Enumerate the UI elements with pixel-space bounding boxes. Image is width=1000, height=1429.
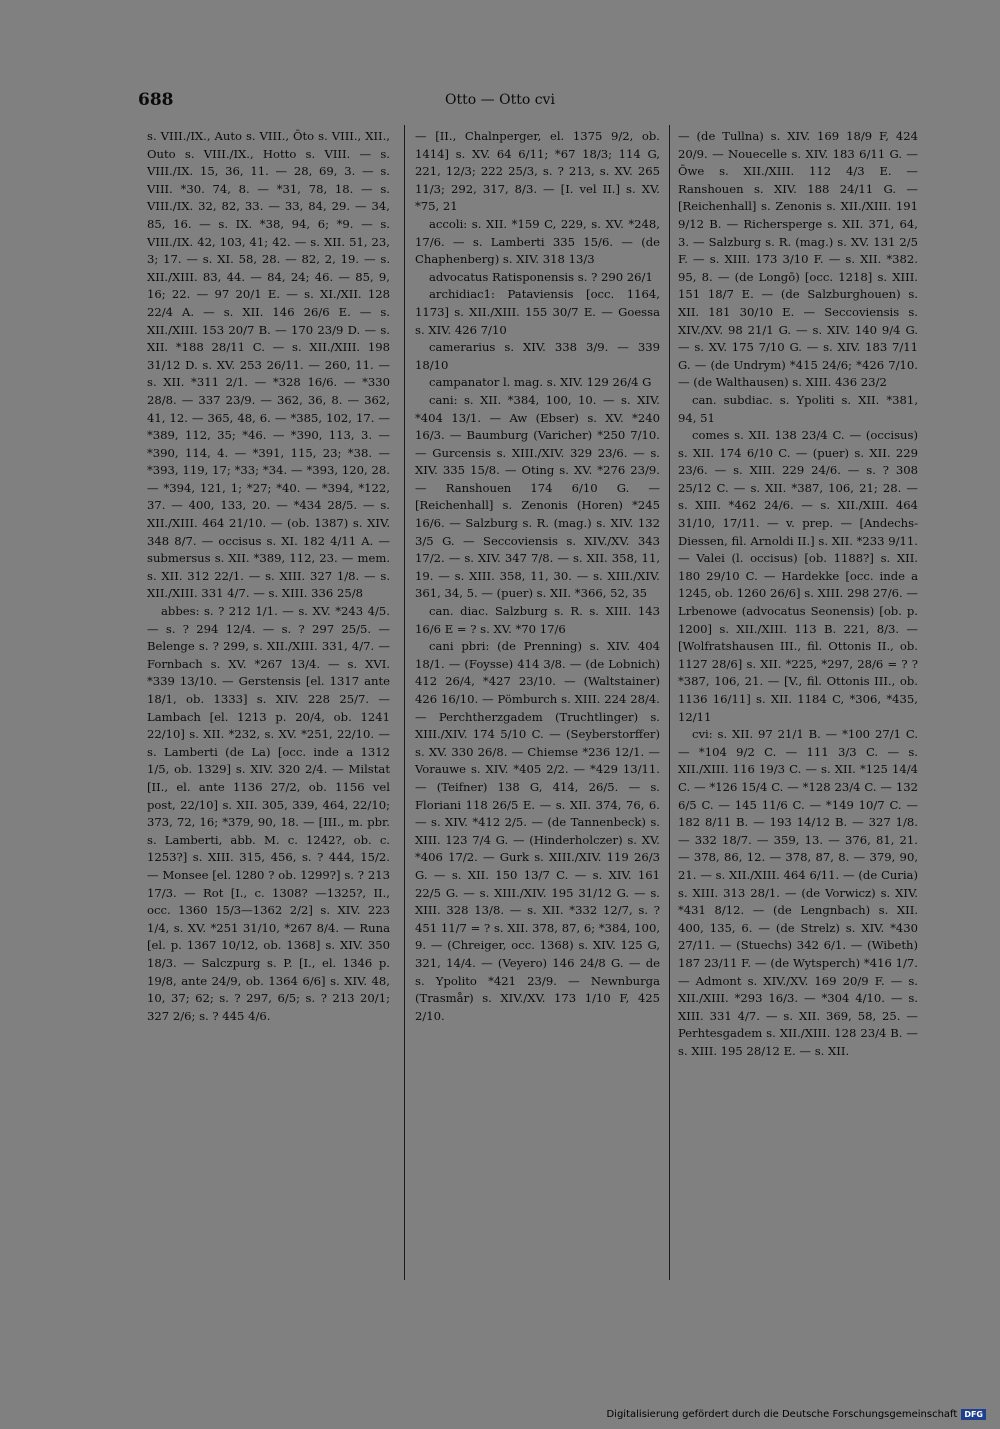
column-paragraph: can. diac. Salzburg s. R. s. XIII. 143 16/6 E = ? s. XV. *70 17/6 [415,604,660,636]
column-paragraph: cani: s. XII. *384, 100, 10. — s. XIV. *404 13/1. — Aw (Ebser) s. XV. *240 16/3. — Baumburg (Varicher) *250 7/10. — Gurcensis s. XIII./XIV. 329 23/6. — s. XIV. 335 15/8. — Oting s. XV. *276 23/9. — Ranshouen 174 6/10 G. — [Reichenhall] s. Zenonis (Horen) *245 16/6. — Salzburg s. R. (mag.) s. XIV. 132 3/5 G. — Seccoviensis s. XIV./XV. 343 17/2. — s. XIV. 347 7/8. — s. XII. 358, 11, 19. — s. XIII. 358, 11, 30. — s. XIII./XIV. 361, 34, 5. — (puer) s. XII. *366, 52, 35 [415,392,660,601]
column-paragraph: camerarius s. XIV. 338 3/9. — 339 18/10 [415,340,660,372]
column-paragraph: cvi: s. XII. 97 21/1 B. — *100 27/1 C. — *104 9/2 C. — 111 3/3 C. — s. XII./XIII. 116 19/3 C. — s. XII. *125 14/4 C. — *126 15/4 C. — *128 23/4 C. — 132 6/5 C. — 145 11/6 C. — *149 10/7 C. — 182 8/11 B. — 193 14/12 B. — 327 1/8. — 332 18/7. — 359, 13. — 376, 81, 21. — 378, 86, 12. — 378, 87, 8. — 379, 90, 21. — s. XII./XIII. 464 6/11. — (de Curia) s. XIII. 313 28/1. — (de Vorwicz) s. XIV. *431 8/12. — (de Lengnbach) s. XII. 400, 135, 6. — (de Strelz) s. XIV. *430 27/11. — (Stuechs) 342 6/1. — (Wibeth) 187 23/11 F. — (de Wytsperch) *416 1/7. — Admont s. XIV./XV. 169 20/9 F. — s. XII./XIII. *293 16/3. — *304 4/10. — s. XIII. 331 4/7. — s. XII. 369, 58, 25. — Perhtesgadem s. XII./XIII. 128 23/4 B. — s. XIII. 195 28/12 E. — s. XII. [678,727,918,1058]
column-paragraph: can. subdiac. s. Ypoliti s. XII. *381, 94, 51 [678,392,918,425]
column-paragraph: campanator l. mag. s. XIV. 129 26/4 G [429,375,652,390]
column-paragraph: comes s. XII. 138 23/4 C. — (occisus) s. XII. 174 6/10 C. — (puer) s. XII. 229 23/6. — s. XIII. 229 24/6. — s. ? 308 25/12 C. — s. XII. *387, 106, 21; 28. — s. XIII. *462 24/6. — s. XII./XIII. 464 31/10, 17/11. — v. prep. — [Andechs-Diessen, fil. Arnoldi II.] s. XII. *233 9/11. — Valei (l. occisus) [ob. 1188?] s. XII. 180 29/10 C. — Hardekke [occ. inde a 1245, ob. 1260 26/6] s. XIII. 298 27/6. — Lrbenowe (advocatus Seonensis) [ob. p. 1200] s. XII./XIII. 113 B. 221, 8/3. — [Wolfratshausen III., fil. Ottonis II., ob. 1127 28/6] s. XII. *225, *297, 28/6 = ? ? *387, 106, 21. — [V., fil. Ottonis III., ob. 1136 16/11] s. XII. 1184 C, *306, *435, 12/11 [678,428,918,724]
column-paragraph: — (de Tullna) s. XIV. 169 18/9 F, 424 20/9. — Nouecelle s. XIV. 183 6/11 G. — Ōwe s. XII./XIII. 112 4/3 E. — Ranshouen s. XIV. 188 24/11 G. — [Reichenhall] s. Zenonis s. XII./XIII. 191 9/12 B. — Richersperge s. XII. 371, 64, 3. — Salzburg s. R. (mag.) s. XV. 131 2/5 F. — s. XIII. 173 3/10 F. — s. XII. *382. 95, 8. — (de Longō) [occ. 1218] s. XIII. 151 18/7 E. — (de Salzburghouen) s. XII. 181 30/10 E. — Seccoviensis s. XIV./XV. 98 21/1 G. — s. XIV. 140 9/4 G. — s. XV. 175 7/10 G. — s. XIV. 183 7/11 G. — (de Undrym) *415 24/6; *426 7/10. — (de Walthausen) s. XIII. 436 23/2 [678,129,918,390]
text-column-1 [147,128,390,1025]
text-column-3 [678,128,918,1060]
dfg-logo: DFG [961,1409,986,1420]
column-paragraph: s. VIII./IX., Auto s. VIII., Ōto s. VIII., XII., Outo s. VIII./IX., Hotto s. VIII. — s. VIII./IX. 15, 36, 11. — 28, 69, 3. — s. VIII. *30. 74, 8. — *31, 78, 18. — s. VIII./IX. 32, 82, 33. — 33, 84, 29. — 34, 85, 16. — s. IX. *38, 94, 6; *9. — s. VIII./IX. 42, 103, 41; 42. — s. XII. 51, 23, 3; 17. — s. XI. 58, 28. — 82, 2, 19. — s. XII./XIII. 83, 44. — 84, 24; 46. — 85, 9, 16; 22. — 97 20/1 E. — s. XI./XII. 128 22/4 A. — s. XII. 146 26/6 E. — s. XII./XIII. 153 20/7 B. — 170 23/9 D. — s. XII. *188 28/11 C. — s. XII./XIII. 198 31/12 D. s. XV. 253 26/11. — 260, 11. — s. XII. *311 2/1. — *328 16/6. — *330 28/8. — 337 23/9. — 362, 36, 8. — 362, 41, 12. — 365, 48, 6. — *385, 102, 17. — *389, 112, 35; *46. — *390, 113, 3. — *390, 114, 4. — *391, 115, 23; *38. — *393, 119, 17; *33; *34. — *393, 120, 28. — *394, 121, 1; *27; *40. — *394, *122, 37. — 400, 133, 20. — *434 28/5. — s. XII./XIII. 464 21/10. — (ob. 1387) s. XIV. 348 8/7. — occisus s. XI. 182 4/11 A. — submersus s. XII. *389, 112, 23. — mem. s. XII. 312 22/1. — s. XIII. 327 1/8. — s. XII./XIII. 331 4/7. — s. XIII. 336 25/8 [147,129,390,601]
column-paragraph: archidiac1: Pataviensis [occ. 1164, 1173] s. XII./XIII. 155 30/7 E. — Goessa s. XIV. 426 7/10 [415,287,660,337]
column-paragraph: cani pbri: (de Prenning) s. XIV. 404 18/1. — (Foysse) 414 3/8. — (de Lobnich) 412 26/4, *427 23/10. — (Waltstainer) 426 16/10. — Pömburch s. XIII. 224 28/4. — Perchtherzgadem (Truchtlinger) s. XIII./XIV. 174 5/10 C. — (Seyberstorffer) s. XV. 330 26/8. — Chiemse *236 12/1. — Vorauwe s. XIV. *405 2/2. — *429 13/11. — (Teifner) 138 G, 414, 26/5. — s. Floriani 118 26/5 E. — s. XII. 374, 76, 6. — s. XIV. *412 2/5. — (de Tannenbeck) s. XIII. 123 7/4 G. — (Hinderholczer) s. XV. *406 17/2. — Gurk s. XIII./XIV. 119 26/3 G. — s. XII. 150 13/7 C. — s. XIV. 161 22/5 G. — s. XIII./XIV. 195 31/12 G. — s. XIII. 328 13/8. — s. XII. *332 12/7, s. ? 451 11/7 = ? s. XII. 378, 87, 6; *384, 100, 9. — (Chreiger, occ. 1368) s. XIV. 125 G, 321, 14/4. — (Veyero) 146 24/8 G. — de s. Ypolito *421 23/9. — Newnburga (Trasmår) s. XIV./XV. 173 1/10 F, 425 2/10. [415,639,660,1023]
running-head: Otto — Otto cvi [445,92,555,108]
column-rule [669,125,670,1280]
funding-notice: Digitalisierung gefördert durch die Deutsche Forschungsgemeinschaft [606,1409,958,1420]
funding-footer [606,1409,986,1420]
column-paragraph: abbes: s. ? 212 1/1. — s. XV. *243 4/5. — s. ? 294 12/4. — s. ? 297 25/5. — Belenge s. ? 299, s. XII./XIII. 331, 4/7. — Fornbach s. XV. *267 13/4. — s. XVI. *339 13/10. — Gerstensis [el. 1317 ante 18/1, ob. 1333] s. XIV. 228 25/7. — Lambach [el. 1213 p. 20/4, ob. 1241 22/10] s. XII. *232, s. XV. *251, 22/10. — s. Lamberti (de La) [occ. inde a 1312 1/5, ob. 1329] s. XIV. 320 2/4. — Milstat [II., el. ante 1136 27/2, ob. 1156 vel post, 22/10] s. XII. 305, 339, 464, 22/10; 373, 72, 16; *379, 90, 18. — [III., m. pbr. s. Lamberti, abb. M. c. 1242?, ob. c. 1253?] s. XIII. 315, 456, s. ? 444, 15/2. — Monsee [el. 1280 ? ob. 1299?] s. ? 213 17/3. — Rot [I., c. 1308? —1325?, II., occ. 1360 15/3—1362 2/2] s. XIV. 223 1/4, s. XV. *251 31/10, *267 8/4. — Runa [el. p. 1367 10/12, ob. 1368] s. XIV. 350 18/3. — Salczpurg s. P. [I., el. 1346 p. 19/8, ante 24/9, ob. 1364 6/6] s. XIV. 48, 10, 37; 62; s. ? 297, 6/5; s. ? 213 20/1; 327 2/6; s. ? 445 4/6. [147,604,390,1023]
text-column-2 [415,128,660,1025]
column-paragraph: advocatus Ratisponensis s. ? 290 26/1 [429,269,653,284]
page-number: 688 [138,90,174,110]
column-paragraph: — [II., Chalnperger, el. 1375 9/2, ob. 1414] s. XV. 64 6/11; *67 18/3; 114 G, 221, 12/3; 222 25/3, s. ? 213, s. XV. 265 11/3; 292, 317, 8/3. — [I. vel II.] s. XV. *75, 21 [415,129,660,214]
column-paragraph: accoli: s. XII. *159 C, 229, s. XV. *248, 17/6. — s. Lamberti 335 15/6. — (de Chaphenberg) s. XIV. 318 13/3 [415,216,660,267]
column-rule [404,125,405,1280]
